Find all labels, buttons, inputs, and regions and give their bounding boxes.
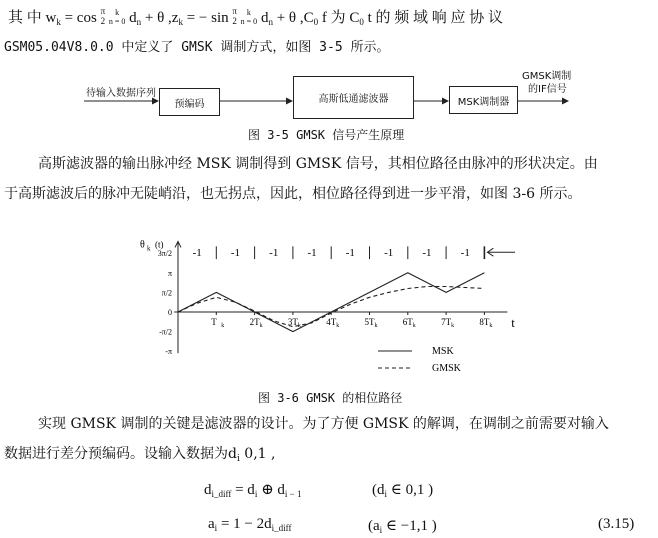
x-tick-label-sub: k <box>259 323 263 329</box>
para2-line2: 于高斯滤波后的脉冲无陡峭沿，也无拐点，因此，相位路径得到进一步平滑，如图 3-6 所示。 <box>4 186 582 202</box>
fig35-input-label: 待输入数据序列 <box>86 88 156 99</box>
x-tick-label-sub: k <box>336 323 340 329</box>
bit-label: -1 <box>230 247 241 260</box>
x-tick-label-sub: k <box>451 323 455 329</box>
x-tick-label-sub: k <box>297 323 301 329</box>
para3-line2: 数据进行差分预编码。设输入数据为$d_i$ 0,1 , <box>4 446 276 464</box>
fig35-caption: 图 3-5 GMSK 信号产生原理 <box>248 128 405 142</box>
equation-diff-condition: ($d_i$ ∈ 0,1 ) <box>372 482 434 499</box>
equation-diff: $d_{i\_diff} = d_i$ ⊕ $d_{i - 1}$ <box>204 482 302 499</box>
x-tick-label: 6T <box>402 317 413 327</box>
bit-label: -1 <box>269 247 279 260</box>
bit-label: -1 <box>384 247 394 260</box>
y-tick-label: 3π/2 <box>157 249 172 259</box>
x-tick-label: 5T <box>364 317 375 327</box>
fig35-precoder-box: 预编码 <box>159 88 220 116</box>
y-tick-label: -π/2 <box>159 327 172 337</box>
x-tick-label: T <box>211 317 217 327</box>
fig36-caption: 图 3-6 GMSK 的相位路径 <box>258 391 403 405</box>
equation-ai: $a_i = 1 - 2d_{i\_diff}$ <box>208 516 292 533</box>
bit-label: -1 <box>307 247 317 260</box>
x-tick-label: 4T <box>326 317 337 327</box>
para1-line1: 其 中 $w_k = \cos \pi$ 2 k n = 0 $d_n + \theta$ $,z_k$ = − sin π 2 k n = 0 $d_n + \theta$ $,C_0$ f 为 $C_0$ t 的 频 域 响 应 协 议 <box>8 6 504 27</box>
y-tick-label: π/2 <box>161 288 172 298</box>
x-tick-label-sub: k <box>374 323 378 329</box>
equation-number: (3.15) <box>598 516 635 532</box>
x-tick-label: 7T <box>441 317 452 327</box>
y-tick-label: π <box>167 268 172 278</box>
figure-3-6-chart <box>0 208 658 408</box>
y-tick-label: 0 <box>168 308 172 317</box>
para2-line1: 高斯滤波器的输出脉冲经 MSK 调制得到 GMSK 信号，其相位路径由脉冲的形状决定。由 <box>38 156 598 172</box>
fig35-msk-modulator-box: MSK调制器 <box>449 86 518 114</box>
para3-line1: 实现 GMSK 调制的关键是滤波器的设计。为了方便 GMSK 的解调，在调制之前需要对输入 <box>38 416 609 432</box>
para1-line2: GSM05.04V8.0.0 中定义了 GMSK 调制方式，如图 3-5 所示。 <box>4 40 390 55</box>
y-axis-label-arg: (t) <box>155 239 164 250</box>
x-tick-label: 3T <box>287 317 298 327</box>
bit-label: -1 <box>192 247 202 260</box>
bit-label: -1 <box>460 247 470 260</box>
bit-label: -1 <box>422 247 432 260</box>
fig35-output-label: GMSK调制 的IF信号 <box>522 71 572 95</box>
bit-label: -1 <box>345 247 355 260</box>
x-tick-label-sub: k <box>489 323 493 329</box>
equation-ai-condition: ($a_i$ ∈ −1,1 ) <box>368 518 437 535</box>
y-axis-label-sub: k <box>147 244 151 253</box>
y-axis-label: θ <box>140 239 145 251</box>
x-tick-label: 2T <box>249 317 260 327</box>
x-tick-label-sub: k <box>412 323 416 329</box>
x-tick-label-sub: k <box>221 323 225 329</box>
y-tick-label: -π <box>165 347 172 357</box>
x-axis-label: t <box>511 315 515 330</box>
fig35-gaussian-filter-box: 高斯低通滤波器 <box>293 76 414 119</box>
legend-msk-label: MSK <box>432 346 454 357</box>
x-tick-label: 8T <box>479 317 490 327</box>
legend-gmsk-label: GMSK <box>432 363 461 374</box>
